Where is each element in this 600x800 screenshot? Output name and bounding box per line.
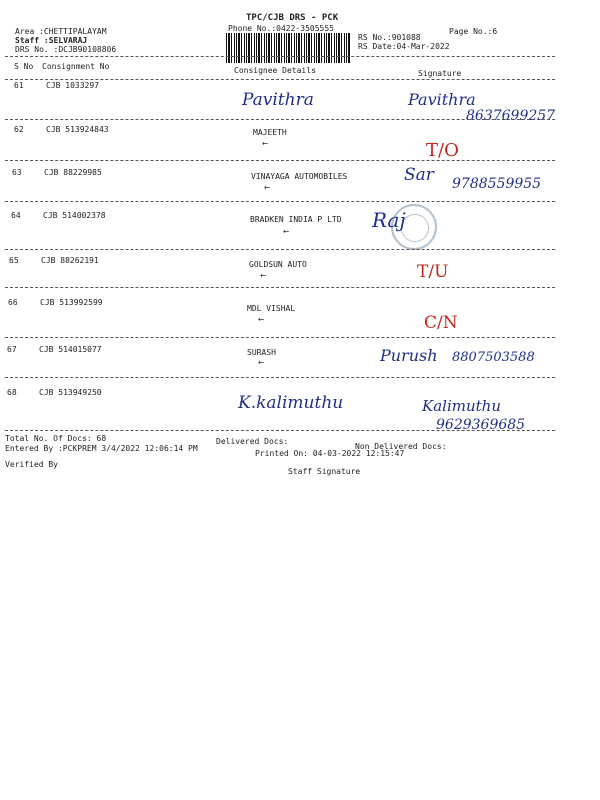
consignee-name: SURASH (247, 348, 276, 357)
non-delivered-docs: Non Delivered Docs: (355, 442, 447, 451)
page-number: Page No.:6 (449, 27, 498, 36)
signature-handwritten: Pavithra (408, 90, 476, 109)
row-divider (5, 119, 555, 120)
row-sno: 61 (14, 81, 24, 90)
row-sno: 63 (12, 168, 22, 177)
drs-number: DRS No. :DCJB90108806 (15, 45, 117, 54)
rs-number: RS No.:901088 (358, 33, 421, 42)
row-consignment: CJB 1033297 (46, 81, 99, 90)
staff-signature: Staff Signature (288, 467, 361, 476)
header-divider (5, 56, 555, 57)
consignee-name: MDL VISHAL (247, 304, 296, 313)
row-consignment: CJB 88229985 (44, 168, 102, 177)
row-sno: 67 (7, 345, 17, 354)
total-docs: Total No. Of Docs: 68 (5, 434, 107, 443)
col-consignee: Consignee Details (234, 66, 316, 75)
arrow-left-icon: ← (283, 226, 290, 237)
delivered-docs: Delivered Docs: (216, 437, 289, 446)
col-signature: Signature (418, 69, 462, 78)
col-consignment: Consignment No (42, 62, 110, 71)
route-title: TPC/CJB DRS - PCK (246, 13, 339, 23)
consignee-name: GOLDSUN AUTO (249, 260, 307, 269)
row-divider (5, 249, 555, 250)
consignee-name: VINAYAGA AUTOMOBILES (251, 172, 348, 181)
barcode (226, 33, 350, 63)
row-sno: 65 (9, 256, 19, 265)
row-consignment: CJB 513992599 (40, 298, 103, 307)
signature-handwritten: Raj (372, 208, 406, 232)
row-sno: 68 (7, 388, 17, 397)
area-label: Area :CHETTIPALAYAM (15, 27, 107, 36)
arrow-left-icon: ← (264, 182, 271, 193)
remark-handwritten: C/N (424, 313, 458, 333)
row-sno: 66 (8, 298, 18, 307)
row-divider (5, 160, 555, 161)
signature-handwritten: Purush (380, 346, 438, 365)
arrow-left-icon: ← (258, 314, 265, 325)
entered-by: Entered By :PCKPREM 3/4/2022 12:06:14 PM (5, 444, 198, 453)
rs-date: RS Date:04-Mar-2022 (358, 42, 450, 51)
receiver-name-handwritten: Pavithra (242, 90, 314, 110)
footer-divider (5, 430, 555, 431)
row-divider (5, 201, 555, 202)
arrow-left-icon: ← (262, 138, 269, 149)
mobile-handwritten: 8807503588 (452, 350, 535, 365)
staff-label: Staff :SELVARAJ (15, 36, 88, 45)
column-divider (5, 79, 555, 80)
printed-on: Printed On: 04-03-2022 12:15:47 (255, 449, 405, 458)
consignee-name: BRADKEN INDIA P LTD (250, 215, 342, 224)
remark-handwritten: T/O (426, 140, 459, 161)
signature-handwritten: Sar (404, 165, 434, 185)
row-divider (5, 337, 555, 338)
arrow-left-icon: ← (258, 357, 265, 368)
row-consignment: CJB 88262191 (41, 256, 99, 265)
remark-handwritten: T/U (417, 262, 449, 282)
row-sno: 62 (14, 125, 24, 134)
mobile-handwritten: 8637699257 (466, 108, 556, 124)
consignee-name: MAJEETH (253, 128, 287, 137)
row-sno: 64 (11, 211, 21, 220)
verified-by: Verified By (5, 460, 58, 469)
arrow-left-icon: ← (260, 270, 267, 281)
phone-number: Phone No.:0422-3505555 (228, 24, 334, 33)
row-consignment: CJB 513949250 (39, 388, 102, 397)
signature-handwritten: Kalimuthu (422, 397, 501, 415)
mobile-handwritten: 9788559955 (452, 176, 542, 192)
receiver-name-handwritten: K.kalimuthu (238, 393, 344, 413)
row-consignment: CJB 514015077 (39, 345, 102, 354)
row-divider (5, 377, 555, 378)
row-consignment: CJB 513924843 (46, 125, 109, 134)
col-sno: S No (14, 62, 34, 71)
mobile-handwritten: 9629369685 (436, 417, 526, 433)
row-consignment: CJB 514002378 (43, 211, 106, 220)
row-divider (5, 287, 555, 288)
